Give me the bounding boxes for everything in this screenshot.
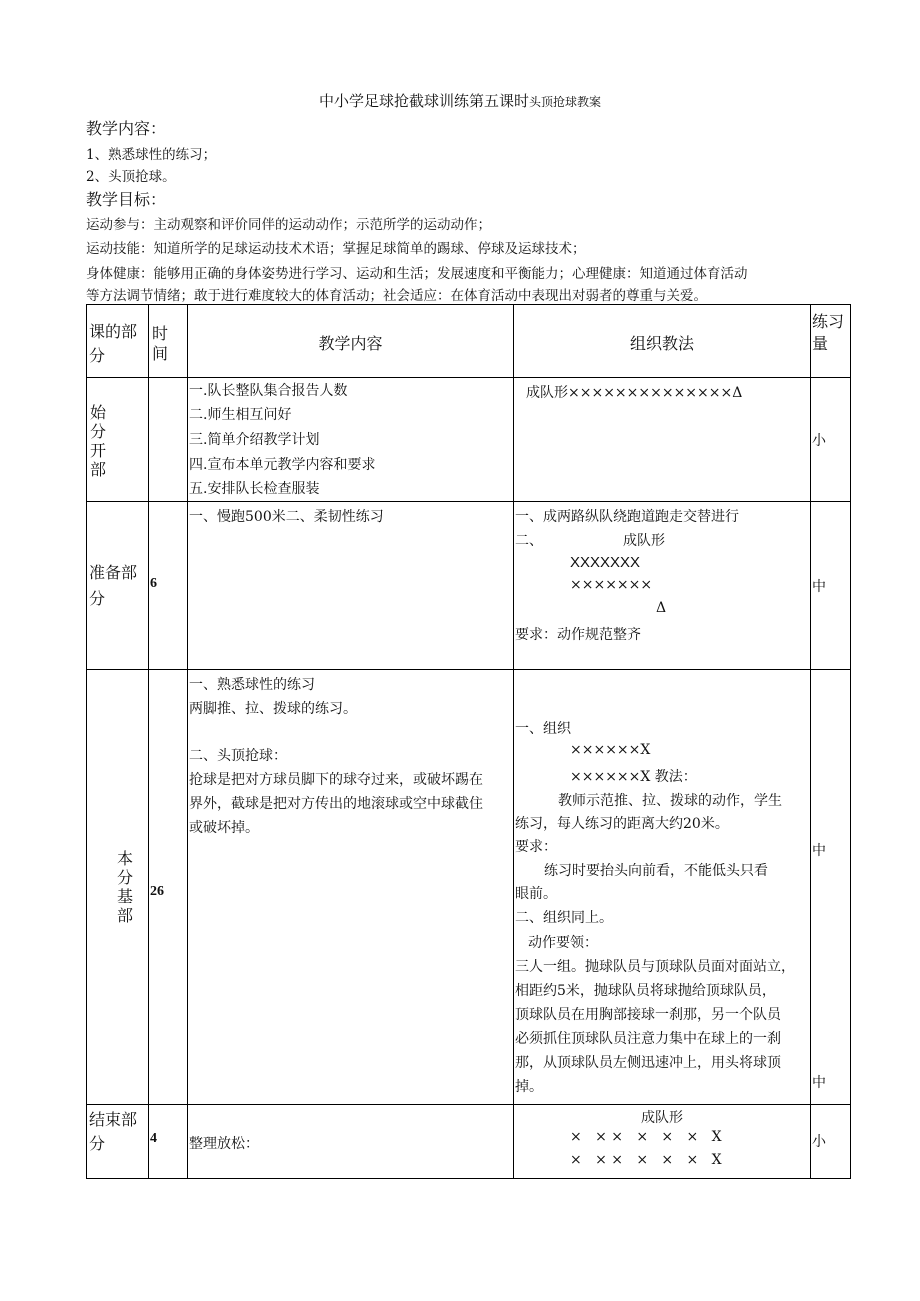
amount-cell: 小 [811,378,851,502]
header-method: 组织教法 [514,305,811,378]
method-cell: 成队形 × × × × × × X × × × × × × X [514,1105,811,1179]
amount-cell: 中 中 [811,670,851,1105]
table-row [87,378,851,502]
goals-heading: 教学目标： [86,190,167,209]
part-cell: 始 分 开 部 [87,378,149,502]
method-cell: 一、组织 ××××××X ××××××X 教法： 教师示范推、拉、拨球的动作，学生 练习，每人练习的距离大约20米。 要求： 练习时要抬头向前看，不能低头只看 眼前。 二、组织同上。 动作要领： 三人一组。抛球队员与顶球队员面对面站立， 相距约5米，抛球队员将球抛给顶球队员， 顶球队员在用胸部接球一刹那，另一个队员 必须抓住顶球队员注意力集中在球上的一刹 那，从顶球队员左侧迅速冲上，用头将球顶 掉。 [514,670,811,1105]
content-cell: 一.队长整队集合报告人数 二.师生相互问好 三.简单介绍教学计划 四.宣布本单元教学内容和要求 五.安排队长检查服装 [188,378,514,502]
method-cell: 一、成两路纵队绕跑道跑走交替进行 二、 成队形 XXXXXXX ××××××× Δ 要求：动作规范整齐 [514,502,811,670]
part-cell: 准备部 分 [87,502,149,670]
content-cell: 整理放松： [188,1105,514,1179]
method-cell: 成队形××××××××××××××Δ [514,378,811,502]
part-cell: 本 分 基 部 [87,670,149,1105]
title-subtitle: 头顶抢球教案 [529,95,602,109]
document-title [0,90,920,111]
table-header-row [87,305,851,378]
content-cell: 一、熟悉球性的练习 两脚推、拉、拨球的练习。 二、头顶抢球： 抢球是把对方球员脚下的球夺过来，或破坏踢在 界外，截球是把对方传出的地滚球或空中球截住 或破坏掉。 [188,670,514,1105]
time-cell: 4 [149,1105,188,1179]
time-cell: 26 [149,670,188,1105]
part-cell: 结束部 分 [87,1105,149,1179]
content-item: 1、熟悉球性的练习； [86,147,217,163]
goal-line: 等方法调节情绪；敢于进行难度较大的体育活动；社会适应：在体育活动中表现出对弱者的尊重与关爱。 [86,288,707,304]
table-row [87,1105,851,1179]
header-time: 时 间 [149,305,188,378]
header-part: 课的部 分 [87,305,149,378]
title-main: 中小学足球抢截球训练第五课时 [318,92,529,110]
time-cell [149,378,188,502]
goal-line: 运动参与：主动观察和评价同伴的运动动作；示范所学的运动动作； [86,217,491,233]
goal-line: 运动技能：知道所学的足球运动技术术语；掌握足球简单的踢球、停球及运球技术； [86,241,586,257]
time-cell: 6 [149,502,188,670]
table-row [87,502,851,670]
content-heading: 教学内容： [86,119,167,138]
content-item: 2、头顶抢球。 [86,169,176,185]
header-amount: 练习 量 [811,305,851,378]
header-content: 教学内容 [188,305,514,378]
lesson-plan-table [86,304,851,1179]
content-cell: 一、慢跑500米二、柔韧性练习 [188,502,514,670]
goal-line: 身体健康：能够用正确的身体姿势进行学习、运动和生活；发展速度和平衡能力；心理健康：知道通过体育活动 [86,266,748,282]
table-row [87,670,851,1105]
amount-cell: 中 [811,502,851,670]
amount-cell: 小 [811,1105,851,1179]
